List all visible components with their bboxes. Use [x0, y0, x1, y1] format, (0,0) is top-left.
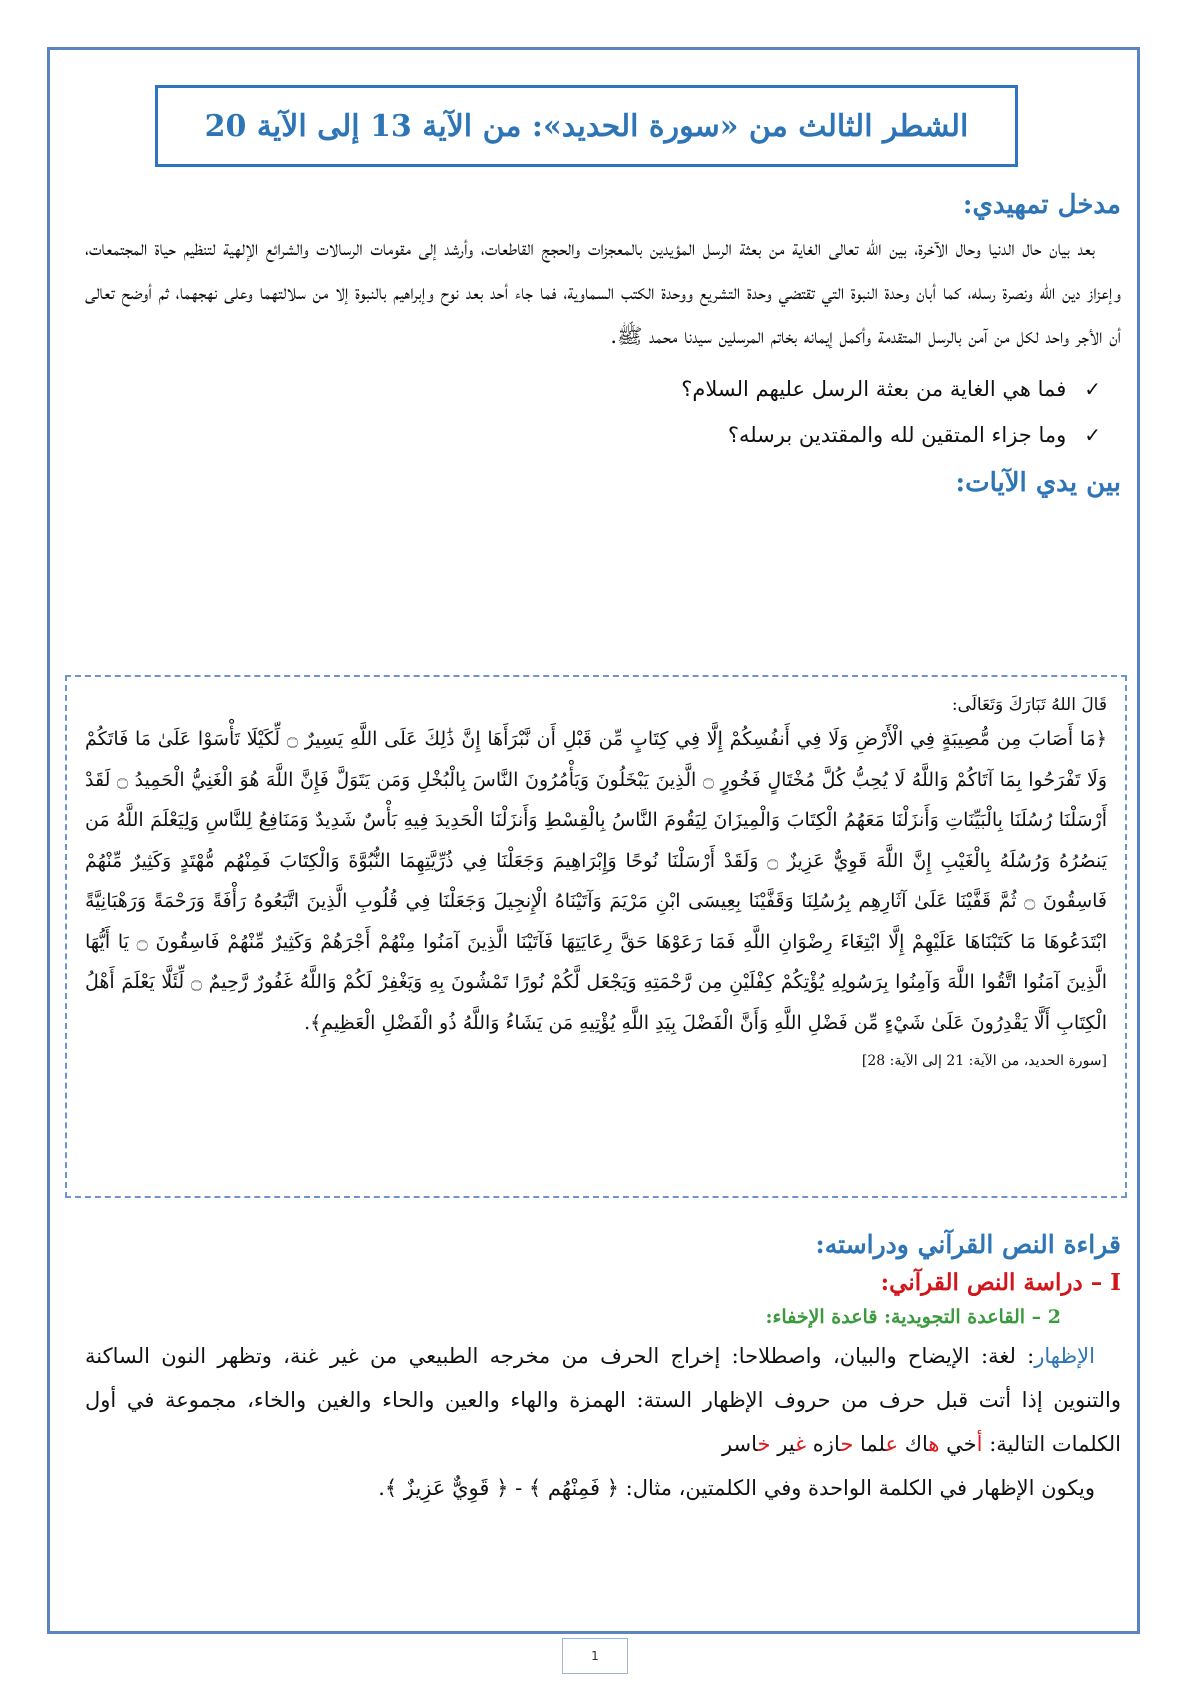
mnemonic-word: غير	[770, 1432, 807, 1456]
izhar-definition	[85, 1334, 1121, 1466]
page-number: 1	[562, 1638, 628, 1674]
mnemonic-letter: خ	[757, 1432, 771, 1456]
study-subheading: I – دراسة النص القرآني:	[880, 1269, 1121, 1296]
tajweed-rule-heading: 2 – القاعدة التجويدية: قاعدة الإخفاء:	[765, 1306, 1061, 1328]
mnemonic-word: خاسر	[721, 1432, 771, 1456]
izhar-term: الإظهار	[1034, 1344, 1095, 1368]
mnemonic-letter: ه	[928, 1432, 940, 1456]
intro-paragraph: بعد بيان حال الدنيا وحال الآخرة، بين الله تعالى الغاية من بعثة الرسل المؤيدين بالمعجزات والحجج القاطعات، وأرشد إلى مقومات الرسالات والشرائع الإلهية لتنظيم حياة المجتمعات، وإعزاز دين الله ونصرة رسله، كما أبان وحدة النبوة التي تقتضي وحدة التشريع ووحدة الكتب السماوية، فما جاء أحد بعد نوح وإبراهيم بالنبوة إلا من سلالتهما وعلى نهجهما، ثم أوضح تعالى أن الأجر واحد لكل من آمن بالرسل المتقدمة وأكمل إيمانه بخاتم المرسلين سيدنا محمد ﷺ.	[85, 236, 1121, 348]
mnemonic-letter: غ	[795, 1432, 807, 1456]
mnemonic-word: أخي	[939, 1432, 983, 1456]
intro-heading: مدخل تمهيدي:	[962, 190, 1121, 220]
question-item	[85, 366, 1121, 412]
quran-verses-text: ﴿مَا أَصَابَ مِن مُّصِيبَةٍ فِي الْأَرْضِ وَلَا فِي أَنفُسِكُمْ إِلَّا فِي كِتَابٍ مِّن قَبْلِ أَن نَّبْرَأَهَا إِنَّ ذَٰلِكَ عَلَى اللَّهِ يَسِيرٌ ۝ لِّكَيْلَا تَأْسَوْا عَلَىٰ مَا فَاتَكُمْ وَلَا تَفْرَحُوا بِمَا آتَاكُمْ وَاللَّهُ لَا يُحِبُّ كُلَّ مُخْتَالٍ فَخُورٍ ۝ الَّذِينَ يَبْخَلُونَ وَيَأْمُرُونَ النَّاسَ بِالْبُخْلِ وَمَن يَتَوَلَّ فَإِنَّ اللَّهَ هُوَ الْغَنِيُّ الْحَمِيدُ ۝ لَقَدْ أَرْسَلْنَا رُسُلَنَا بِالْبَيِّنَاتِ وَأَنزَلْنَا مَعَهُمُ الْكِتَابَ وَالْمِيزَانَ لِيَقُومَ النَّاسُ بِالْقِسْطِ وَأَنزَلْنَا الْحَدِيدَ فِيهِ بَأْسٌ شَدِيدٌ وَمَنَافِعُ لِلنَّاسِ وَلِيَعْلَمَ اللَّهُ مَن يَنصُرُهُ وَرُسُلَهُ بِالْغَيْبِ إِنَّ اللَّهَ قَوِيٌّ عَزِيزٌ ۝ وَلَقَدْ أَرْسَلْنَا نُوحًا وَإِبْرَاهِيمَ وَجَعَلْنَا فِي ذُرِّيَّتِهِمَا النُّبُوَّةَ وَالْكِتَابَ فَمِنْهُم مُّهْتَدٍ وَكَثِيرٌ مِّنْهُمْ فَاسِقُونَ ۝ ثُمَّ قَفَّيْنَا عَلَىٰ آثَارِهِم بِرُسُلِنَا وَقَفَّيْنَا بِعِيسَى ابْنِ مَرْيَمَ وَآتَيْنَاهُ الْإِنجِيلَ وَجَعَلْنَا فِي قُلُوبِ الَّذِينَ اتَّبَعُوهُ رَأْفَةً وَرَحْمَةً وَرَهْبَانِيَّةً ابْتَدَعُوهَا مَا كَتَبْنَاهَا عَلَيْهِمْ إِلَّا ابْتِغَاءَ رِضْوَانِ اللَّهِ فَمَا رَعَوْهَا حَقَّ رِعَايَتِهَا فَآتَيْنَا الَّذِينَ آمَنُوا مِنْهُمْ أَجْرَهُمْ وَكَثِيرٌ مِّنْهُمْ فَاسِقُونَ ۝ يَا أَيُّهَا الَّذِينَ آمَنُوا اتَّقُوا اللَّهَ وَآمِنُوا بِرَسُولِهِ يُؤْتِكُمْ كِفْلَيْنِ مِن رَّحْمَتِهِ وَيَجْعَل لَّكُمْ نُورًا تَمْشُونَ بِهِ وَيَغْفِرْ لَكُمْ وَاللَّهُ غَفُورٌ رَّحِيمٌ ۝ لِّئَلَّا يَعْلَمَ أَهْلُ الْكِتَابِ أَلَّا يَقْدِرُونَ عَلَىٰ شَيْءٍ مِّن فَضْلِ اللَّهِ وَأَنَّ الْفَضْلَ بِيَدِ اللَّهِ يُؤْتِيهِ مَن يَشَاءُ وَاللَّهُ ذُو الْفَضْلِ الْعَظِيمِ﴾.	[85, 728, 1108, 1034]
izhar-definition-text: : لغة: الإيضاح والبيان، واصطلاحا: إخراج الحرف من مخرجه الطبيعي من غير غنة، وتظهر النون الساكنة والتنوين إذا أتت قبل حرف من حروف الإظهار الستة: الهمزة والهاء والعين والحاء والغين والخاء، مجموعة في أول الكلمات التالية:	[85, 1344, 1121, 1456]
question-text: فما هي الغاية من بعثة الرسل عليهم السلام؟	[681, 377, 1067, 401]
izhar-example: ويكون الإظهار في الكلمة الواحدة وفي الكلمتين، مثال: ﴿ فَمِنْهُم ﴾ - ﴿ قَوِيٌّ عَزِيزٌ ﴾.	[378, 1476, 1095, 1500]
checkmark-icon: ✓	[1084, 423, 1101, 447]
page-title-text: الشطر الثالث من «سورة الحديد»: من الآية 13 إلى الآية 20	[204, 108, 969, 144]
example-one-word: ﴿ فَمِنْهُم ﴾	[528, 1476, 619, 1500]
verses-reference: [سورة الحديد، من الآية: 21 إلى الآية: 28]	[861, 1053, 1107, 1069]
checkmark-icon: ✓	[1084, 377, 1101, 401]
mnemonic-letter: أ	[976, 1432, 983, 1456]
intro-section	[85, 190, 1121, 498]
quran-verses-box	[65, 675, 1127, 1198]
mnemonic-word: حازه	[806, 1432, 854, 1456]
question-list	[85, 366, 1121, 458]
mnemonic-word: هاك	[898, 1432, 940, 1456]
mnemonic-letter: ح	[840, 1432, 854, 1456]
example-two-words: ﴿ قَوِيٌّ عَزِيزٌ ﴾	[384, 1476, 509, 1500]
verses-intro: قَالَ اللهُ تَبَارَكَ وَتَعَالَى:	[951, 695, 1107, 715]
verses-heading: بين يدي الآيات:	[955, 468, 1121, 498]
question-item	[85, 412, 1121, 458]
mnemonic-letter: ع	[885, 1432, 899, 1456]
mnemonic-word: علما	[853, 1432, 899, 1456]
reading-section	[85, 1230, 1121, 1510]
question-text: وما جزاء المتقين لله والمقتدين برسله؟	[727, 423, 1067, 447]
page-title	[155, 85, 1018, 167]
reading-heading: قراءة النص القرآني ودراسته:	[815, 1230, 1121, 1259]
